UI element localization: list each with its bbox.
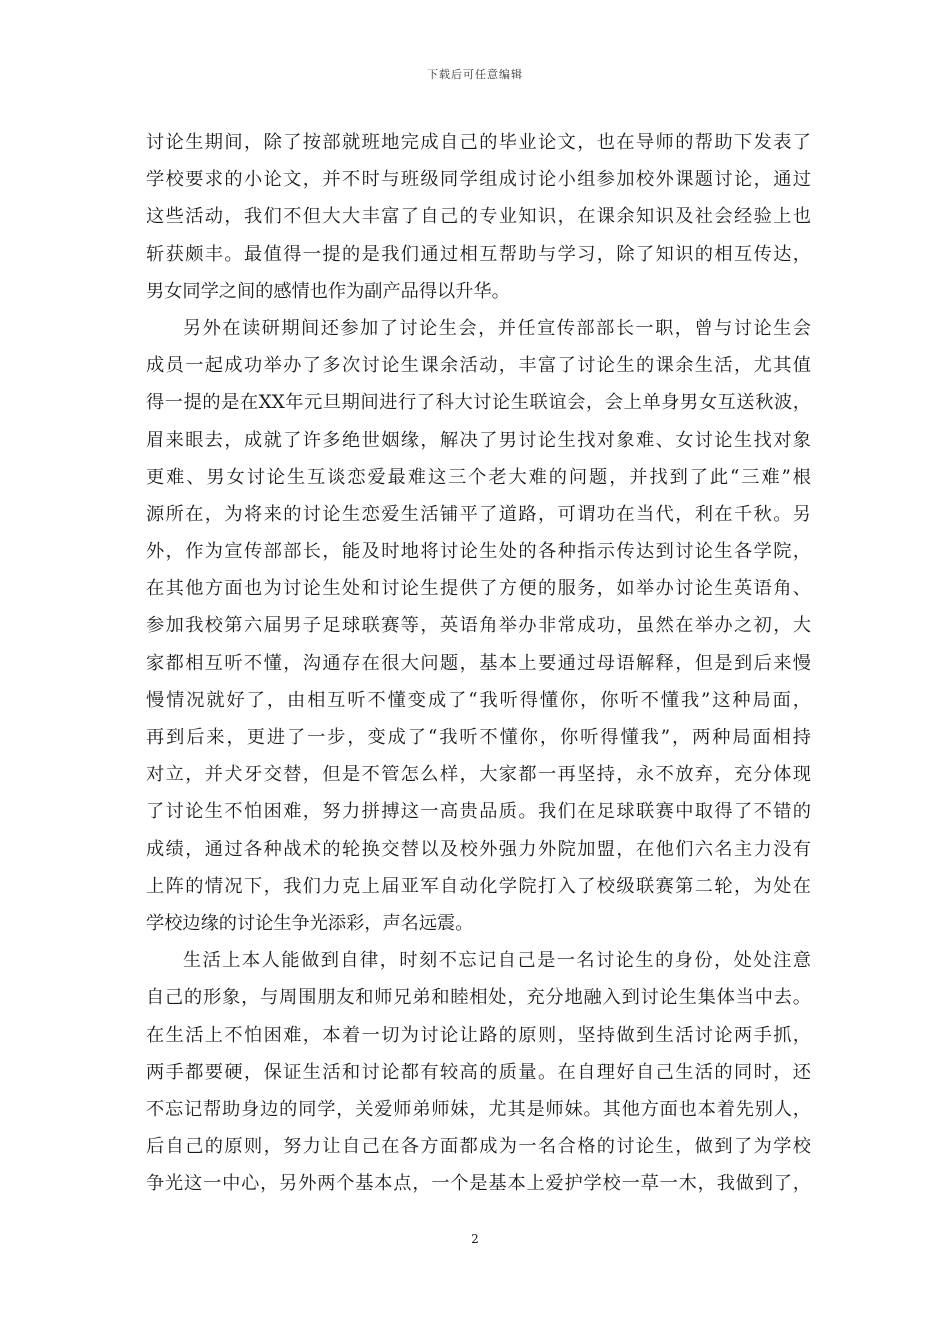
text-line: 在生活上不怕困难，本着一切为讨论让路的原则，坚持做到生活讨论两手抓， — [146, 1024, 811, 1046]
text-line: 争光这一中心，另外两个基本点，一个是基本上爱护学校一草一木，我做到了， — [146, 1173, 811, 1195]
text-line: 成绩，通过各种战术的轮换交替以及校外强力外院加盟，在他们六名主力没有 — [146, 838, 811, 860]
text-line: 眉来眼去，成就了许多绝世姻缘，解决了男讨论生找对象难、女讨论生找对象 — [146, 429, 811, 451]
text-line: 再到后来，更进了一步，变成了“我听不懂你，你听得懂我”，两种局面相持 — [146, 727, 811, 748]
text-line: 对立，并犬牙交替，但是不管怎么样，大家都一再坚持，永不放弃，充分体现 — [146, 764, 811, 786]
text-line: 学校边缘的讨论生争光添彩，声名远震。 — [146, 912, 474, 934]
document-body — [146, 124, 811, 1202]
page-number: 2 — [471, 1232, 479, 1246]
text-line: 学校要求的小论文，并不时与班级同学组成讨论小组参加校外课题讨论，通过 — [146, 169, 811, 191]
text-line: 家都相互听不懂，沟通存在很大问题，基本上要通过母语解释，但是到后来慢 — [146, 652, 811, 674]
text-line: 了讨论生不怕困难，努力拼搏这一高贵品质。我们在足球联赛中取得了不错的 — [146, 801, 811, 823]
text-line: 参加我校第六届男子足球联赛等，英语角举办非常成功，虽然在举办之初，大 — [146, 615, 811, 637]
text-line: 在其他方面也为讨论生处和讨论生提供了方便的服务，如举办讨论生英语角、 — [146, 578, 811, 600]
text-line: 得一提的是在XX年元旦期间进行了科大讨论生联谊会，会上单身男女互送秋波， — [146, 392, 811, 414]
text-line: 另外在读研期间还参加了讨论生会，并任宣传部部长一职，曾与讨论生会 — [183, 317, 811, 339]
text-line: 更难、男女讨论生互谈恋爱最难这三个老大难的问题，并找到了此“三难”根 — [146, 466, 811, 488]
text-line: 斩获颇丰。最值得一提的是我们通过相互帮助与学习，除了知识的相互传达， — [146, 243, 811, 265]
text-line: 后自己的原则，努力让自己在各方面都成为一名合格的讨论生，做到了为学校 — [146, 1136, 811, 1158]
text-line: 讨论生期间，除了按部就班地完成自己的毕业论文，也在导师的帮助下发表了 — [146, 132, 811, 153]
text-line: 慢情况就好了，由相互听不懂变成了“我听得懂你，你听不懂我”这种局面， — [146, 689, 811, 711]
text-line: 两手都要硬，保证生活和讨论都有较高的质量。在自理好自己生活的同时，还 — [146, 1061, 811, 1083]
text-line: 不忘记帮助身边的同学，关爱师弟师妹，尤其是师妹。其他方面也本着先别人， — [146, 1098, 811, 1120]
text-line: 上阵的情况下，我们力克上届亚军自动化学院打入了校级联赛第二轮，为处在 — [146, 875, 811, 897]
page-header: 下载后可任意编辑 — [427, 68, 523, 81]
text-line: 生活上本人能做到自律，时刻不忘记自己是一名讨论生的身份，处处注意 — [183, 950, 811, 972]
text-line: 自己的形象，与周围朋友和师兄弟和睦相处，充分地融入到讨论生集体当中去。 — [146, 987, 811, 1009]
text-line: 这些活动，我们不但大大丰富了自己的专业知识，在课余知识及社会经验上也 — [146, 206, 811, 228]
text-line: 成员一起成功举办了多次讨论生课余活动，丰富了讨论生的课余生活，尤其值 — [146, 355, 811, 377]
text-line: 男女同学之间的感情也作为副产品得以升华。 — [146, 280, 510, 302]
text-line: 源所在，为将来的讨论生恋爱生活铺平了道路，可谓功在当代，利在千秋。另 — [146, 503, 811, 525]
text-line: 外，作为宣传部部长，能及时地将讨论生处的各种指示传达到讨论生各学院， — [146, 541, 811, 563]
